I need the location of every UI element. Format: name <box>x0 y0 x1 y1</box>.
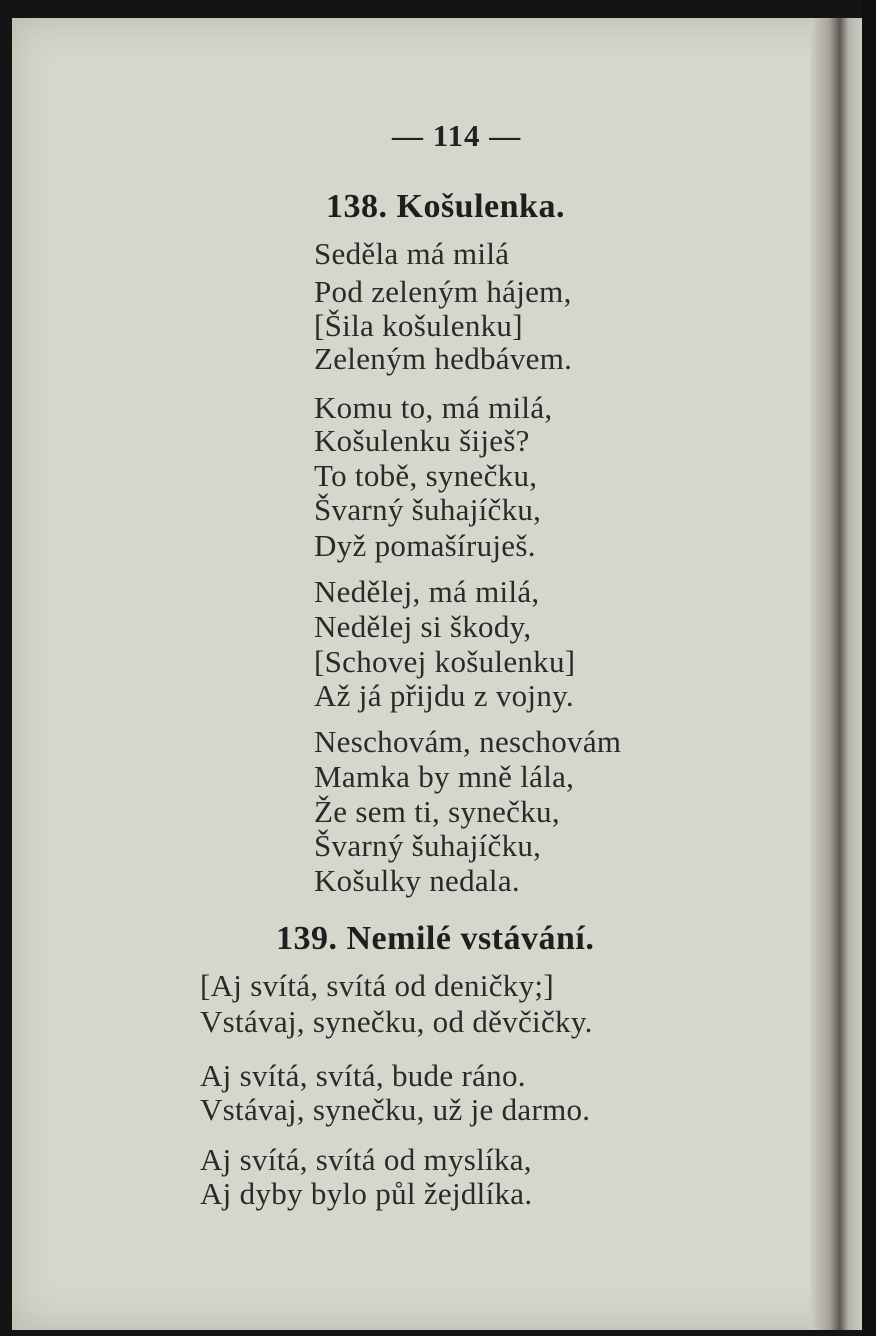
verse-line: Aj svítá, svítá, bude ráno. <box>200 1058 526 1093</box>
song-title-139: 139. Nemilé vstávání. <box>276 920 595 957</box>
verse-line: Seděla má milá <box>314 236 510 271</box>
verse-line: Zeleným hedbávem. <box>314 341 573 376</box>
verse-line: Vstávaj, synečku, od děvčičky. <box>200 1004 593 1039</box>
verse-line: Vstávaj, synečku, už je darmo. <box>200 1092 591 1127</box>
verse-line: Aj dyby bylo půl žejdlíka. <box>200 1176 533 1211</box>
verse-line: [Schovej košulenku] <box>314 644 576 679</box>
verse-line: Švarný šuhajíčku, <box>314 828 542 863</box>
book-gutter <box>810 18 864 1330</box>
verse-line: Až já přijdu z vojny. <box>314 678 574 713</box>
verse-line: [Šila košulenku] <box>314 308 523 343</box>
verse-line: Komu to, má milá, <box>314 390 553 425</box>
verse-line: Košulky nedala. <box>314 863 520 898</box>
song-title-138: 138. Košulenka. <box>326 188 565 225</box>
page-edge <box>862 0 876 1336</box>
verse-line: [Aj svítá, svítá od deničky;] <box>200 968 554 1003</box>
verse-line: Nedělej si škody, <box>314 609 532 644</box>
verse-line: Neschovám, neschovám <box>314 724 622 759</box>
verse-line: Švarný šuhajíčku, <box>314 492 542 527</box>
verse-line: Mamka by mně lála, <box>314 759 575 794</box>
verse-line: Aj svítá, svítá od myslíka, <box>200 1142 532 1177</box>
verse-line: Že sem ti, synečku, <box>314 794 560 829</box>
verse-line: Košulenku šiješ? <box>314 423 530 458</box>
verse-line: Nedělej, má milá, <box>314 574 540 609</box>
verse-line: Dyž pomašíruješ. <box>314 528 536 563</box>
verse-line: Pod zeleným hájem, <box>314 274 572 309</box>
verse-line: To tobě, synečku, <box>314 458 538 493</box>
page-number: — 114 — <box>392 118 522 153</box>
